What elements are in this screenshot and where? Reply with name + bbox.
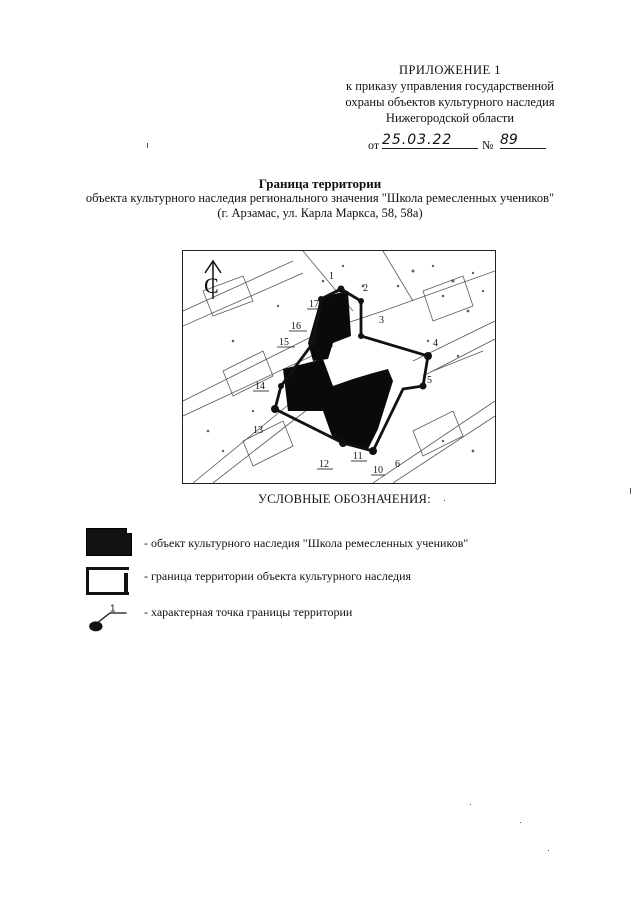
scan-speck (147, 143, 148, 148)
scan-speck (520, 822, 521, 823)
object-swatch-icon (86, 528, 132, 556)
scan-speck (470, 804, 471, 805)
appendix-line-2: охраны объектов культурного наследия (345, 95, 555, 109)
legend-point-label: 1 (110, 603, 116, 615)
document-heading (60, 176, 580, 221)
order-number-label: № (482, 138, 494, 152)
legend-point (80, 603, 560, 651)
map-point-11: 11 (353, 451, 363, 462)
map-point-5: 5 (427, 375, 432, 386)
map-point-14: 14 (255, 381, 265, 392)
heading-line-1: объекта культурного наследия регионального значения "Школа ремесленных учеников" (85, 191, 555, 205)
order-prefix: от (368, 138, 380, 152)
appendix-title: ПРИЛОЖЕНИЕ 1 (398, 63, 502, 77)
heading-title: Граница территории (258, 176, 382, 191)
legend-boundary (80, 565, 560, 595)
scan-speck (444, 500, 445, 501)
map-point-4: 4 (433, 338, 438, 349)
appendix-line-3: Нижегородской области (385, 111, 515, 125)
map-point-15: 15 (279, 337, 289, 348)
map-point-1: 1 (329, 271, 334, 282)
boundary-swatch-icon (86, 567, 129, 595)
map-point-3: 3 (379, 315, 384, 326)
scan-speck (630, 488, 631, 494)
map-point-10: 10 (373, 465, 383, 476)
legend-boundary-text: - граница территории объекта культурного наследия (144, 569, 412, 583)
map-point-2: 2 (363, 283, 368, 294)
heritage-object-shape (283, 291, 393, 449)
map-point-13: 13 (253, 425, 263, 436)
map-point-6: 6 (395, 459, 400, 470)
order-number: 89 (500, 132, 546, 149)
legend-object (80, 528, 560, 558)
point-swatch-icon (80, 603, 140, 643)
north-letter: С (204, 273, 219, 298)
scan-speck (548, 850, 549, 851)
appendix-block (300, 62, 600, 126)
order-date: 25.03.22 (382, 132, 478, 149)
order-line (368, 132, 548, 152)
legend-object-text: - объект культурного наследия "Школа ремесленных учеников" (144, 536, 469, 550)
map-point-12: 12 (319, 459, 329, 470)
map-point-16: 16 (291, 321, 301, 332)
heading-line-2: (г. Арзамас, ул. Карла Маркса, 58, 58а) (217, 206, 423, 220)
boundary-map (182, 250, 496, 484)
boundary-swatch-edge (124, 573, 128, 592)
appendix-line-1: к приказу управления государственной (346, 79, 554, 93)
map-point-17: 17 (309, 299, 319, 310)
legend-title: УСЛОВНЫЕ ОБОЗНАЧЕНИЯ: (258, 492, 431, 506)
legend-point-text: - характерная точка границы территории (144, 605, 353, 619)
